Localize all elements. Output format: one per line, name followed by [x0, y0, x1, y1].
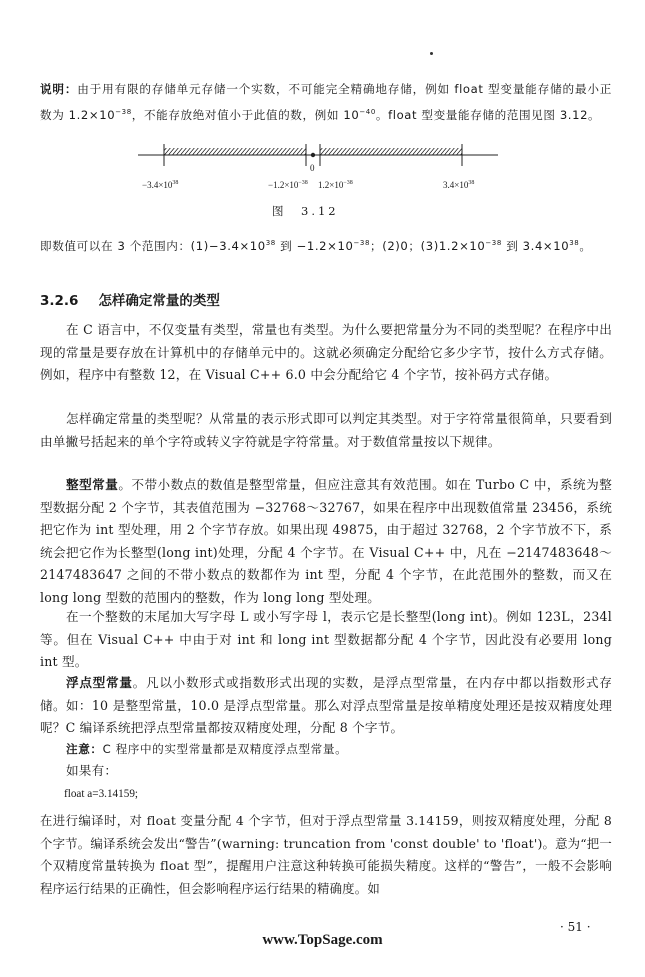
footer-watermark: www.TopSage.com — [262, 932, 383, 948]
zero-point — [311, 153, 315, 157]
paragraph-integer-constants — [40, 474, 612, 609]
float-text: 。凡以小数形式或指数形式出现的实数，是浮点型常量，在内存中都以指数形式存储。如：10 是整型常量，10.0 是浮点型常量。那么对浮点型常量是按单精度处理还是按双精度处理呢？C 编译系统把浮点型常量都按双精度处理，分配 8 个字节。 — [40, 675, 613, 735]
zero-label: 0 — [310, 163, 315, 173]
section-title: 怎样确定常量的类型 — [98, 293, 220, 309]
label-pos-max: $3.4\times 10^{38}$ — [443, 180, 475, 190]
paragraph-long-suffix: 在一个整数的末尾加大写字母 L 或小写字母 l，表示它是长整型(long int)。例如 123L，234l 等。但在 Visual C++ 中由于对 int 和 long int 型数据都分配 4 个字节，因此没有必要用 long int 型。 — [40, 609, 612, 669]
ranges-text-d: 到 3.4×10 — [501, 238, 570, 253]
positive-range-hatch — [320, 148, 462, 155]
page-number: · 51 · — [560, 920, 591, 934]
label-pos-min: $1.2\times 10^{-38}$ — [318, 180, 353, 190]
ranges-text-a: 即数值可以在 3 个范围内：(1)−3.4×10 — [40, 238, 266, 253]
number-line-figure — [0, 140, 645, 200]
label-neg-max: $-3.4\times 10^{38}$ — [142, 180, 179, 190]
note-exp-b: −40 — [359, 108, 376, 116]
ranges-exp-b: −38 — [353, 239, 371, 247]
figure-caption: 图 3.12 — [272, 204, 339, 218]
paragraph-warning: 在进行编译时，对 float 变量分配 4 个字节，但对于浮点型常量 3.14159，则按双精度处理，分配 8 个字节。编译系统会发出“警告”(warning: truncation from 'const double' to 'float')。意为“把一个双精度常量转换为 float 型”，提醒用户注意这种转换可能损失精度。这样的“警告”，一般不会影响程序运行结果的正确性，但会影响程序运行结果的精确度。如 — [40, 813, 612, 896]
negative-range-hatch — [164, 148, 306, 155]
ranges-text-e: 。 — [579, 238, 592, 253]
note-text-b: ，不能存放绝对值小于此值的数，例如 10 — [131, 107, 360, 122]
note-label: 说明： — [40, 82, 78, 96]
ranges-exp-a: 38 — [265, 239, 276, 247]
integer-text: 。不带小数点的数值是整型常量，但应注意其有效范围。如在 Turbo C 中，系统为整型数据分配 2 个字节，其表值范围为 −32768～32767，如果在程序中出现数值常量 23456，系统把它作为 int 型处理，用 2 个字节存放。如果出现 49875，由于超过 32768，2 个字节放不下，系统会把它作为长整型(long int)处理，分配 4 个字节。在 Visual C++ 中，凡在 −2147483648～2147483647 之间的不带小数点的数都作为 int 型，分配 4 个字节，在此范围外的整数，而又在 long long 型数的范围内的整数，作为 long long 型处理。 — [40, 477, 612, 605]
label-neg-min: $-1.2\times 10^{-38}$ — [268, 180, 308, 190]
ranges-text-b: 到 −1.2×10 — [275, 238, 354, 253]
paragraph-2: 怎样确定常量的类型呢？从常量的表示形式即可以判定其类型。对于字符常量很简单，只要看到由单撇号括起来的单个字符或转义字符就是字符常量。对于数值常量按以下规律。 — [40, 411, 612, 449]
ranges-paragraph — [40, 232, 612, 258]
note-2 — [40, 738, 612, 761]
code-line: float a=3.14159; — [64, 788, 139, 800]
note-exp-a: −38 — [115, 108, 132, 116]
if-have-line: 如果有： — [66, 763, 118, 778]
float-label: 浮点型常量 — [66, 675, 133, 690]
note2-label: 注意： — [66, 742, 103, 756]
section-number: 3.2.6 — [40, 293, 79, 309]
note-text-a: 由于用有限的存储单元存储一个实数，不可能完全精确地存储，例如 float 型变量能存储的最小正数为 1.2×10 — [40, 82, 612, 122]
ranges-exp-c: −38 — [485, 239, 502, 247]
note2-text: C 程序中的实型常量都是双精度浮点型常量。 — [102, 742, 348, 756]
ranges-exp-d: 38 — [569, 239, 580, 247]
paragraph-1: 在 C 语言中，不仅变量有类型，常量也有类型。为什么要把常量分为不同的类型呢？在程序中出现的常量是要存放在计算机中的存储单元中的。这就必须确定分配给它多少字节，按什么方式存储。例如，程序中有整数 12，在 Visual C++ 6.0 中会分配给它 4 个字节，按补码方式存储。 — [40, 322, 612, 382]
ranges-text-c: ；(2)0；(3)1.2×10 — [370, 238, 486, 253]
note-paragraph — [40, 78, 612, 127]
paragraph-float-constants — [40, 672, 612, 740]
note-text-c: 。float 型变量能存储的范围见图 3.12。 — [375, 107, 601, 122]
speck — [430, 52, 433, 55]
section-heading — [40, 289, 220, 309]
integer-label: 整型常量 — [66, 477, 119, 492]
